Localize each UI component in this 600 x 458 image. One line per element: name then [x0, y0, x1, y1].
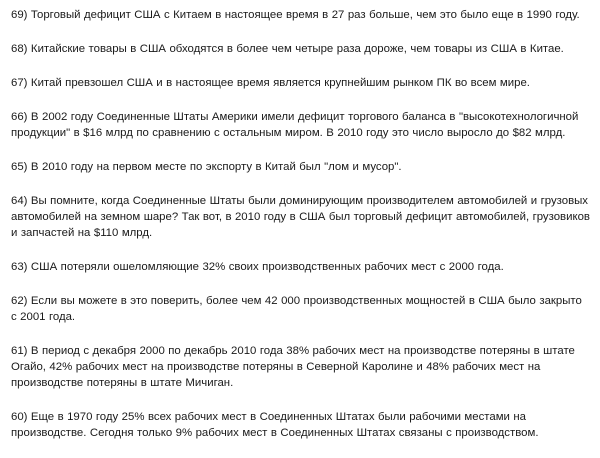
fact-69: 69) Торговый дефицит США с Китаем в настоящее время в 27 раз больше, чем это было еще в 1990 году.: [11, 9, 580, 21]
fact-60: 60) Еще в 1970 году 25% всех рабочих мест в Соединенных Штатах были рабочими местами на производстве. Сегодня только 9% рабочих мест в Соединенных Штатах связаны с производством.: [11, 411, 539, 439]
fact-61: 61) В период с декабря 2000 по декабрь 2010 года 38% рабочих мест на производстве потеряны в штате Огайо, 42% рабочих мест на производстве потеряны в Северной Каролине и 48% рабочих мест на производстве потеряны в штате Мичиган.: [11, 345, 575, 389]
fact-68: 68) Китайские товары в США обходятся в более чем четыре раза дороже, чем товары из США в Китае.: [11, 43, 564, 55]
fact-64: 64) Вы помните, когда Соединенные Штаты были доминирующим производителем автомобилей и грузовых автомобилей на земном шаре? Так вот, в 2010 году в США был торговый дефицит автомобилей, грузовиков и запчастей на $110 млрд.: [11, 195, 590, 239]
fact-63: 63) США потеряли ошеломляющие 32% своих производственных рабочих мест с 2000 года.: [11, 261, 504, 273]
fact-67: 67) Китай превзошел США и в настоящее время является крупнейшим рынком ПК во всем мире.: [11, 77, 530, 89]
fact-65: 65) В 2010 году на первом месте по экспорту в Китай был "лом и мусор".: [11, 161, 402, 173]
fact-62: 62) Если вы можете в это поверить, более чем 42 000 производственных мощностей в США было закрыто с 2001 года.: [11, 295, 582, 323]
fact-66: 66) В 2002 году Соединенные Штаты Америки имели дефицит торгового баланса в "высокотехнологичной продукции" в $16 млрд по сравнению с остальным миром. В 2010 году это число выросло до $82 млрд.: [11, 111, 579, 139]
